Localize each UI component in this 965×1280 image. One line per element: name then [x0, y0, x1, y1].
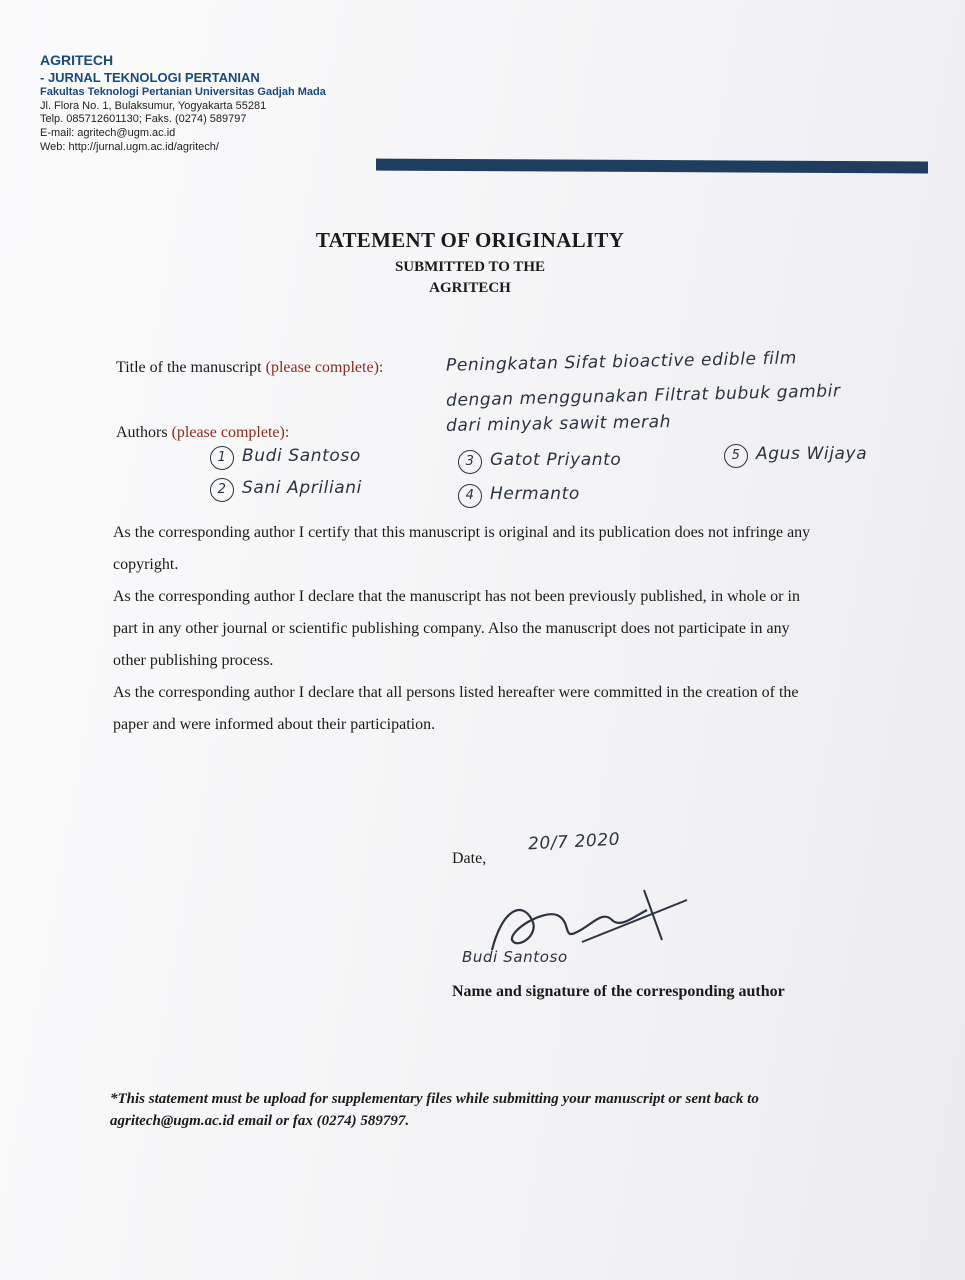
statement-subtitle: SUBMITTED TO THE [394, 259, 546, 275]
author-entry [458, 484, 580, 508]
authors-label: Authors [116, 424, 168, 441]
journal-brand: AGRITECH [40, 52, 114, 68]
email: E-mail: agritech@ugm.ac.id [40, 127, 176, 139]
manuscript-prompt: (please complete): [265, 359, 384, 376]
statement-journal: AGRITECH [429, 280, 511, 296]
manuscript-label: Title of the manuscript [116, 359, 262, 376]
faculty-name: Fakultas Teknologi Pertanian Universitas Gadjah Mada [40, 85, 326, 98]
footer-note: *This statement must be upload for supplementary files while submitting your manuscript or sent back to agritech@ugm.ac.id email or fax (0274) 589797. [110, 1091, 759, 1129]
statement-title: TATEMENT OF ORIGINALITY [315, 228, 625, 252]
author-number: 1 [210, 446, 234, 470]
journal-name: - JURNAL TEKNOLOGI PERTANIAN [40, 69, 260, 85]
author-entry [210, 446, 361, 470]
signature-label: Name and signature of the corresponding author [452, 983, 785, 1000]
author-entry [458, 450, 621, 474]
author-number: 4 [458, 484, 482, 508]
letterhead [40, 52, 326, 155]
website: Web: http://jurnal.ugm.ac.id/agritech/ [40, 140, 219, 153]
manuscript-title-line: Peningkatan Sifat bioactive edible film [445, 348, 798, 376]
date-label: Date, [452, 850, 487, 867]
manuscript-title-line: dari minyak sawit merah [445, 412, 672, 436]
author-name: Sani Apriliani [242, 478, 363, 498]
declarations [113, 517, 825, 741]
phone: Telp. 085712601130; Faks. (0274) 589797 [40, 113, 247, 126]
authors-label-row [116, 424, 289, 442]
author-name: Hermanto [490, 484, 580, 504]
author-number: 3 [458, 450, 482, 474]
declaration-paragraph: As the corresponding author I declare that all persons listed hereafter were committed in the creation of the paper and were informed about their participation. [113, 684, 799, 733]
signatory-name: Budi Santoso [462, 948, 568, 966]
authors-prompt: (please complete): [171, 424, 290, 441]
author-number: 5 [724, 444, 748, 468]
author-entry [724, 444, 867, 468]
author-number: 2 [210, 478, 234, 502]
manuscript-title-label [116, 359, 383, 377]
statement-heading [280, 228, 660, 297]
declaration-paragraph: As the corresponding author I certify that this manuscript is original and its publication does not infringe any copyright. [113, 524, 811, 573]
date-value: 20/7 2020 [527, 829, 621, 855]
author-name: Gatot Priyanto [490, 450, 622, 470]
author-entry [210, 478, 362, 502]
manuscript-title-line: dengan menggunakan Filtrat bubuk gambir [445, 381, 841, 411]
signature-scribble [462, 880, 702, 990]
declaration-paragraph: As the corresponding author I declare that the manuscript has not been previously published, in whole or in part in any other journal or scientific publishing company. Also the manuscript does not participate in any other publishing process. [113, 588, 800, 669]
header-rule [376, 159, 928, 174]
author-name: Agus Wijaya [756, 444, 868, 464]
author-name: Budi Santoso [242, 446, 361, 466]
address: Jl. Flora No. 1, Bulaksumur, Yogyakarta 55281 [40, 99, 267, 112]
